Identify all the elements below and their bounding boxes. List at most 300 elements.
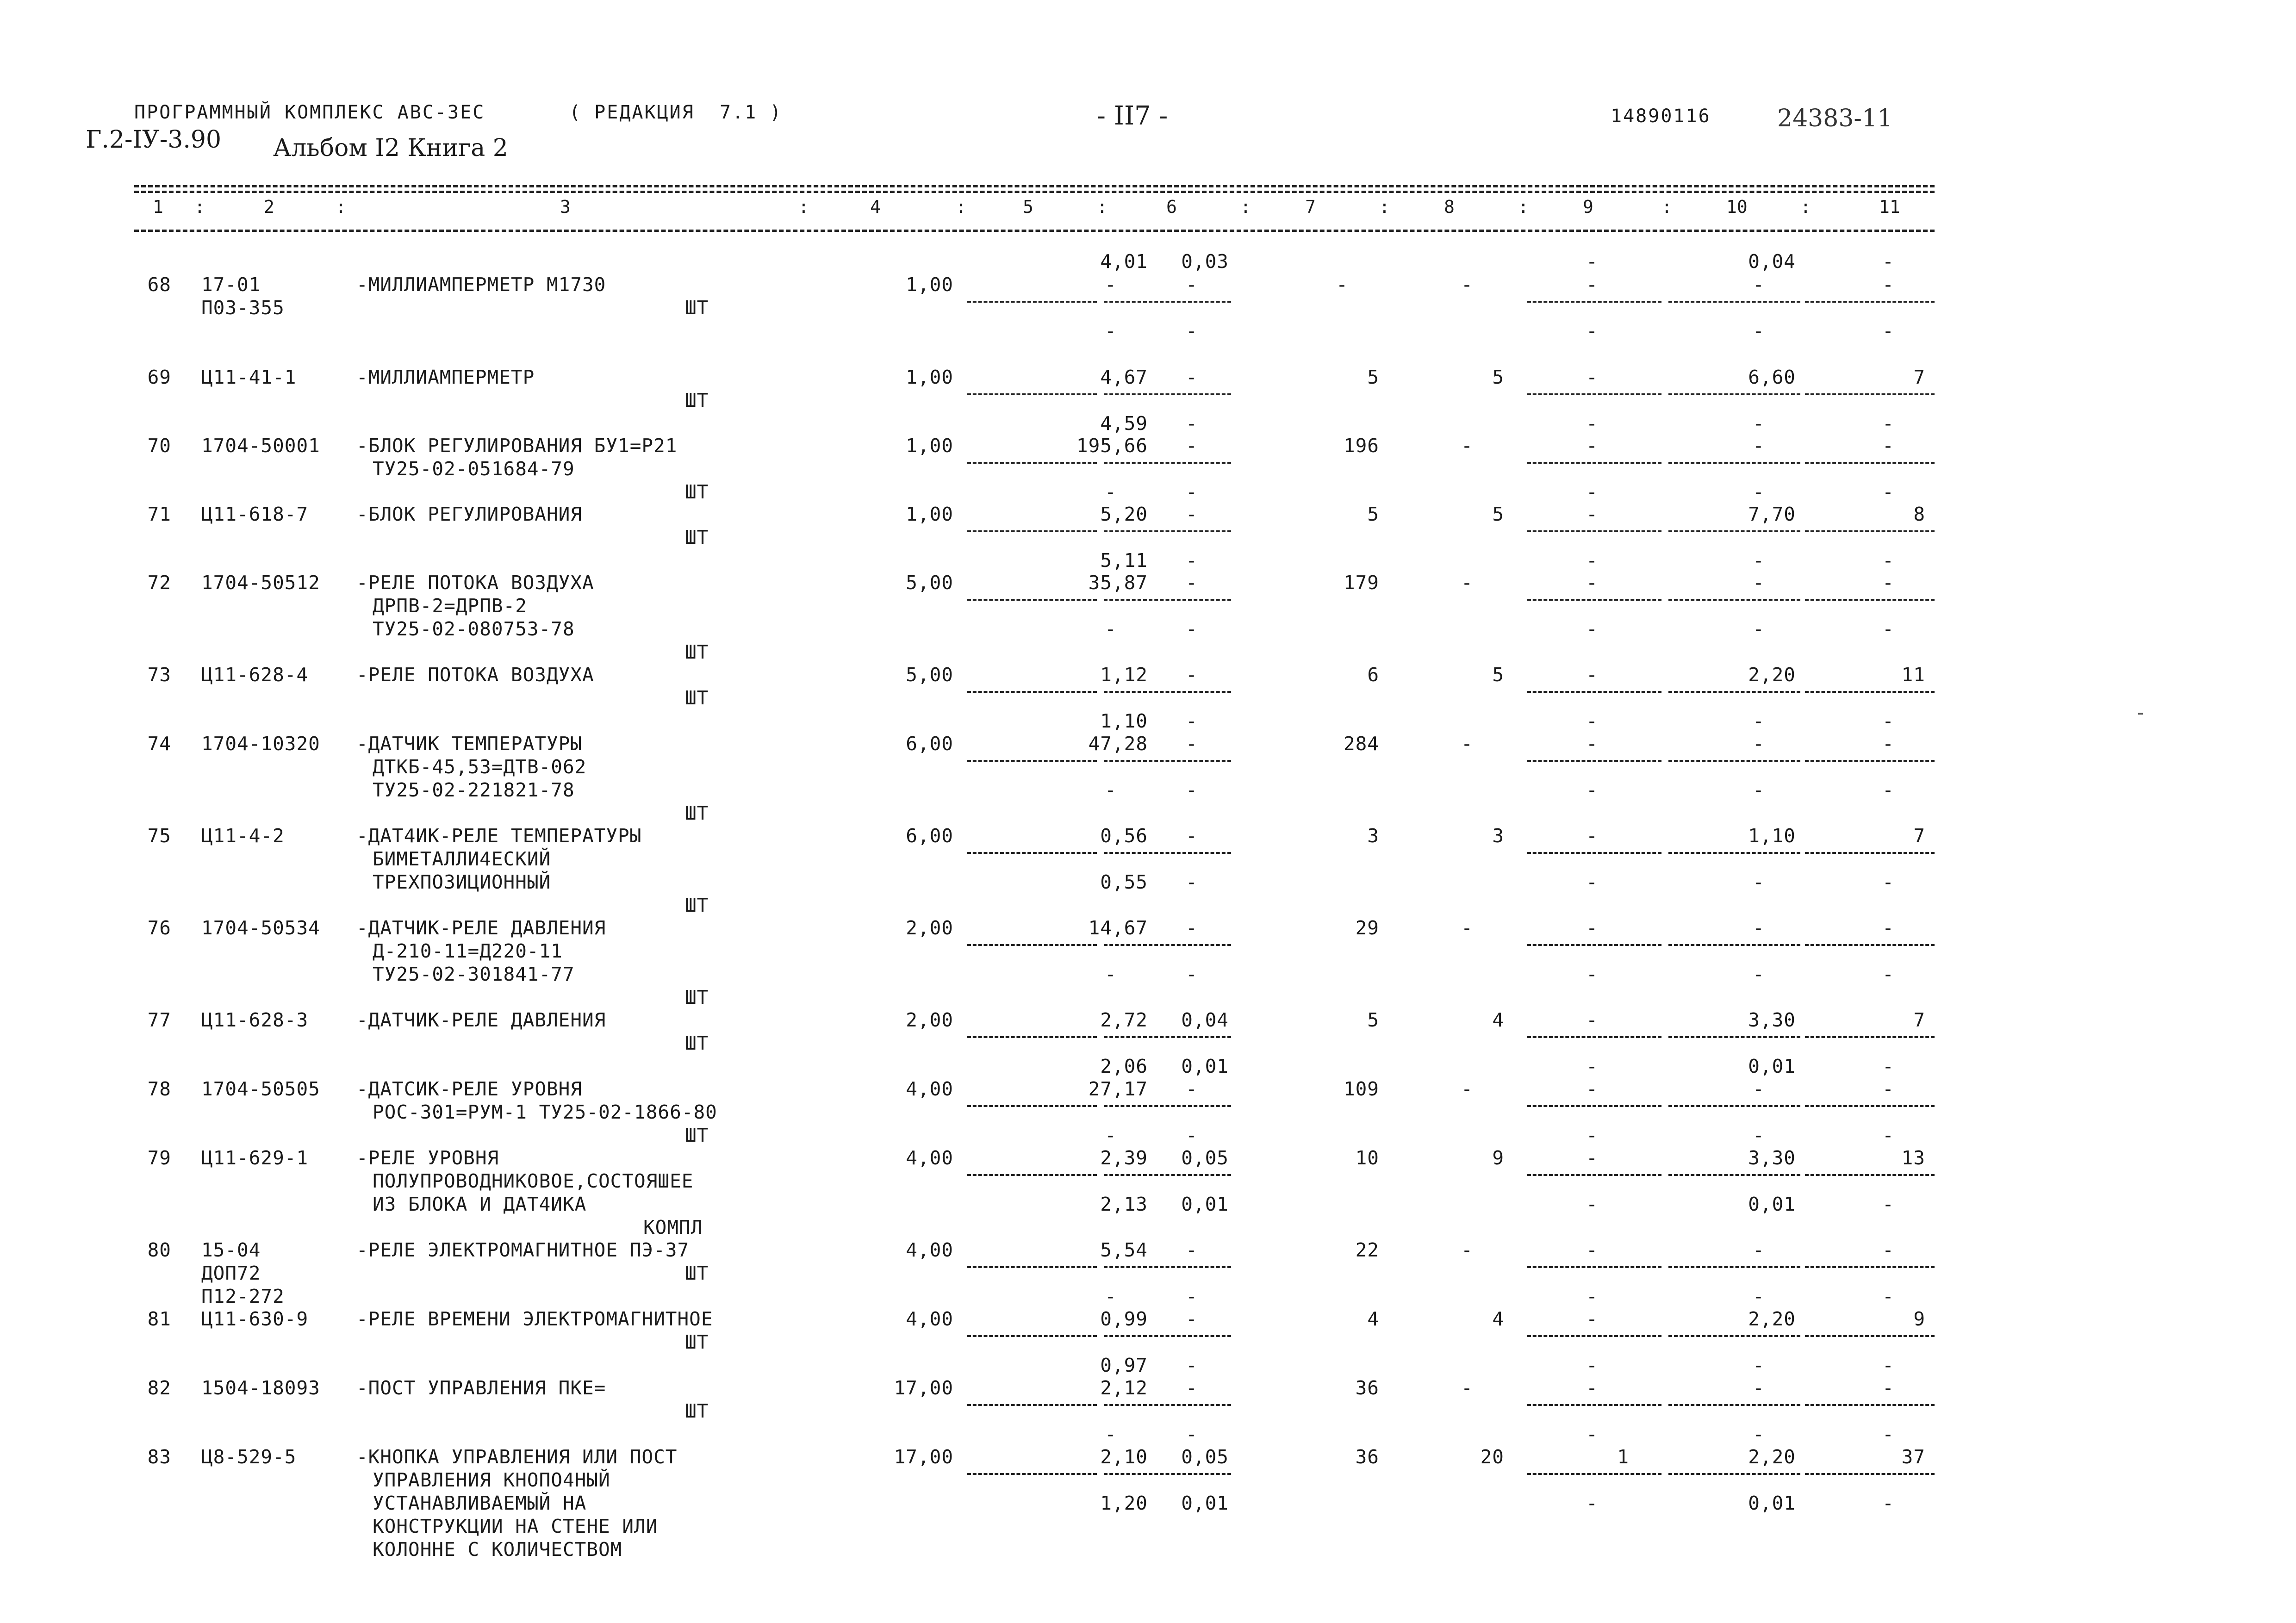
row-value-c9: - [1586,1147,1598,1169]
row-code: 1704-10320 [201,733,320,755]
cell-underline [1805,462,1935,464]
row-value-c5: - [1105,963,1117,985]
cell-underline [1668,1404,1800,1406]
row-value-c11: 11 [1901,664,1925,686]
row-value-c11: - [1882,1124,1894,1146]
cell-underline [967,852,1097,854]
row-value-c7: 179 [1343,572,1379,594]
cell-underline [1527,1335,1661,1337]
row-value-c11: - [1882,710,1894,732]
row-value-c6: - [1186,917,1198,939]
row-name: -РЕЛЕ ПОТОКА ВОЗДУХА [356,572,594,594]
row-value-c7: 5 [1367,503,1379,525]
row-value-c5: 195,66 [1076,435,1148,457]
row-value-c7: 6 [1367,664,1379,686]
row-quantity: 4,00 [906,1147,953,1169]
row-name: -ДАТ4ИК-РЕЛЕ ТЕМПЕРАТУРЫ [356,825,642,847]
row-value-c6: 0,01 [1181,1492,1229,1514]
row-value-c6: - [1186,710,1198,732]
row-name: -РЕЛЕ УРОВНЯ [356,1147,499,1169]
row-value-c10: 0,04 [1748,250,1796,273]
row-value-c8: 5 [1492,366,1504,388]
row-value-c5: 2,39 [1100,1147,1148,1169]
row-value-c10: - [1753,733,1765,755]
cell-underline [1805,530,1935,532]
row-value-c9: - [1586,963,1598,985]
cell-underline [1805,1266,1935,1268]
row-value-c10: 0,01 [1748,1492,1796,1514]
row-code: П03-355 [201,297,285,319]
cell-underline [1104,1404,1231,1406]
row-value-c9: - [1586,710,1598,732]
row-value-c6: - [1186,1239,1198,1261]
row-value-c5: - [1105,1423,1117,1445]
cell-underline [967,1174,1097,1176]
row-code: 1704-50505 [201,1078,320,1100]
row-value-c9: - [1586,733,1598,755]
cell-underline [1805,599,1935,601]
row-value-c8: - [1461,733,1473,755]
cell-underline [1668,1266,1800,1268]
row-value-c9: - [1586,779,1598,801]
stray-mark [2138,713,2143,715]
cell-underline [1805,760,1935,762]
row-value-c10: - [1753,1078,1765,1100]
row-code: 17-01 [201,274,261,296]
row-value-c6: 0,04 [1181,1009,1229,1031]
column-header-1: 1 [153,197,163,217]
row-value-c10: - [1753,710,1765,732]
cell-underline [1805,1036,1935,1038]
row-name: РОС-301=РУМ-1 ТУ25-02-1866-80 [373,1101,717,1123]
row-quantity: 6,00 [906,733,953,755]
row-code: Ц11-628-4 [201,664,309,686]
row-unit: ШТ [685,802,709,824]
row-value-c11: - [1882,481,1894,503]
row-value-c5: 1,12 [1100,664,1148,686]
row-name: -ПОСТ УПРАВЛЕНИЯ ПКЕ= [356,1377,606,1399]
row-value-c5: 0,56 [1100,825,1148,847]
row-value-c11: - [1882,1377,1894,1399]
row-value-c11: 8 [1913,503,1925,525]
row-value-c9: - [1586,435,1598,457]
row-value-c6: 0,05 [1181,1446,1229,1468]
row-name: ДТКБ-45,53=ДТВ-062 [373,756,587,778]
row-name: -БЛОК РЕГУЛИРОВАНИЯ БУ1=Р21 [356,435,678,457]
row-number: 76 [147,917,171,939]
row-value-c10: - [1753,1377,1765,1399]
row-value-c9: - [1586,1239,1598,1261]
row-code: 1704-50512 [201,572,320,594]
row-quantity: 6,00 [906,825,953,847]
row-value-c10: 3,30 [1748,1147,1796,1169]
row-value-c10: 2,20 [1748,1446,1796,1468]
cell-underline [1805,1473,1935,1475]
column-separator: : [1379,197,1390,217]
row-value-c6: - [1186,871,1198,893]
cell-underline [1527,1404,1661,1406]
row-value-c5: 2,72 [1100,1009,1148,1031]
row-unit: ШТ [685,1331,709,1353]
row-unit: ШТ [685,894,709,916]
row-value-c5: - [1105,1124,1117,1146]
cell-underline [967,301,1097,303]
row-value-c10: - [1753,572,1765,594]
column-separator: : [1097,197,1108,217]
row-value-c11: 13 [1901,1147,1925,1169]
row-value-c5: 4,01 [1100,250,1148,273]
row-name: ИЗ БЛОКА И ДАТ4ИКА [373,1193,587,1215]
row-value-c10: - [1753,1285,1765,1307]
row-value-c8: 5 [1492,503,1504,525]
row-value-c6: - [1186,618,1198,640]
row-value-c9: - [1586,549,1598,572]
row-value-c6: 0,01 [1181,1055,1229,1077]
cell-underline [967,599,1097,601]
header-rule-mid [134,191,1935,193]
column-header-9: 9 [1583,197,1593,217]
column-header-7: 7 [1305,197,1316,217]
row-unit: ШТ [685,986,709,1008]
row-value-c6: 0,05 [1181,1147,1229,1169]
row-name: КОНСТРУКЦИИ НА СТЕНЕ ИЛИ [373,1515,658,1537]
row-value-c9: 1 [1617,1446,1629,1468]
row-number: 81 [147,1308,171,1330]
cell-underline [1668,462,1800,464]
column-separator: : [798,197,809,217]
cell-underline [1527,393,1661,395]
cell-underline [1668,530,1800,532]
row-value-c7: 36 [1355,1446,1379,1468]
cell-underline [1805,852,1935,854]
row-value-c11: - [1882,1239,1894,1261]
column-separator: : [1518,197,1529,217]
row-value-c11: - [1882,733,1894,755]
row-value-c6: - [1186,963,1198,985]
row-value-c10: - [1753,871,1765,893]
row-value-c5: 35,87 [1088,572,1148,594]
row-code: ДОП72 [201,1262,261,1284]
cell-underline [967,944,1097,946]
row-value-c7: 22 [1355,1239,1379,1261]
row-value-c5: 2,12 [1100,1377,1148,1399]
row-name: ТРЕХПОЗИЦИОННЫЙ [373,871,551,893]
edition-label: ( РЕДАКЦИЯ 7.1 ) [569,102,783,123]
cell-underline [1805,1105,1935,1107]
row-number: 75 [147,825,171,847]
row-value-c11: - [1882,435,1894,457]
row-value-c9: - [1586,1193,1598,1215]
row-value-c9: - [1586,664,1598,686]
cell-underline [967,1404,1097,1406]
cell-underline [1668,1335,1800,1337]
cell-underline [1805,691,1935,693]
row-unit: ШТ [685,687,709,709]
row-value-c9: - [1586,274,1598,296]
row-value-c10: 7,70 [1748,503,1796,525]
cell-underline [1104,301,1231,303]
cell-underline [1805,1335,1935,1337]
row-value-c5: - [1105,779,1117,801]
row-number: 77 [147,1009,171,1031]
row-code: П12-272 [201,1285,285,1307]
row-name: ТУ25-02-080753-78 [373,618,575,640]
row-value-c8: 3 [1492,825,1504,847]
row-quantity: 5,00 [906,664,953,686]
row-value-c6: - [1186,779,1198,801]
cell-underline [1527,1036,1661,1038]
row-value-c9: - [1586,366,1598,388]
row-value-c10: 6,60 [1748,366,1796,388]
row-name: -РЕЛЕ ВРЕМЕНИ ЭЛЕКТРОМАГНИТНОЕ [356,1308,713,1330]
row-value-c10: - [1753,1124,1765,1146]
row-name: -ДАТЧИК-РЕЛЕ ДАВЛЕНИЯ [356,917,606,939]
row-code: Ц11-4-2 [201,825,285,847]
row-number: 78 [147,1078,171,1100]
row-quantity: 4,00 [906,1308,953,1330]
cell-underline [1104,393,1231,395]
row-code: 1704-50534 [201,917,320,939]
row-value-c11: - [1882,1055,1894,1077]
row-value-c5: 0,99 [1100,1308,1148,1330]
cell-underline [967,1473,1097,1475]
page-number: - II7 - [1097,101,1168,131]
row-number: 83 [147,1446,171,1468]
row-value-c11: 7 [1913,825,1925,847]
row-name: -ДАТЧИК-РЕЛЕ ДАВЛЕНИЯ [356,1009,606,1031]
row-value-c9: - [1586,1308,1598,1330]
row-value-c9: - [1586,618,1598,640]
cell-underline [1527,1266,1661,1268]
row-code: Ц8-529-5 [201,1446,297,1468]
row-name: ТУ25-02-051684-79 [373,458,575,480]
row-number: 68 [147,274,171,296]
cell-underline [1668,944,1800,946]
row-value-c9: - [1586,320,1598,342]
row-value-c6: - [1186,1308,1198,1330]
row-value-c9: - [1586,250,1598,273]
column-header-10: 10 [1726,197,1748,217]
row-quantity: 4,00 [906,1078,953,1100]
row-value-c8: - [1461,572,1473,594]
cell-underline [1527,691,1661,693]
row-name: ТУ25-02-301841-77 [373,963,575,985]
cell-underline [1104,1266,1231,1268]
row-value-c7: 109 [1343,1078,1379,1100]
cell-underline [1104,1335,1231,1337]
row-value-c8: - [1461,1377,1473,1399]
cell-underline [1805,1404,1935,1406]
row-name: -МИЛЛИАМПЕРМЕТР М1730 [356,274,606,296]
row-code: Ц11-628-3 [201,1009,309,1031]
cell-underline [1668,599,1800,601]
row-value-c5: 1,10 [1100,710,1148,732]
cell-underline [1527,599,1661,601]
row-unit: ШТ [685,1032,709,1054]
row-value-c9: - [1586,917,1598,939]
row-value-c11: - [1882,250,1894,273]
row-value-c11: - [1882,618,1894,640]
row-value-c5: 4,59 [1100,412,1148,435]
row-value-c5: 14,67 [1088,917,1148,939]
row-quantity: 17,00 [894,1446,953,1468]
row-code: 15-04 [201,1239,261,1261]
row-value-c6: - [1186,435,1198,457]
row-code: Ц11-618-7 [201,503,309,525]
row-value-c11: - [1882,963,1894,985]
row-value-c11: - [1882,1492,1894,1514]
cell-underline [967,1036,1097,1038]
row-value-c11: - [1882,1354,1894,1376]
row-value-c11: - [1882,1193,1894,1215]
row-code: Ц11-629-1 [201,1147,309,1169]
row-value-c11: - [1882,1078,1894,1100]
row-value-c7: 4 [1367,1308,1379,1330]
row-value-c11: 9 [1913,1308,1925,1330]
row-unit: КОМПЛ [643,1216,703,1238]
row-code: Ц11-630-9 [201,1308,309,1330]
cell-underline [1527,530,1661,532]
row-value-c10: 0,01 [1748,1055,1796,1077]
row-value-c5: - [1105,481,1117,503]
column-separator: : [194,197,205,217]
cell-underline [1527,852,1661,854]
row-value-c6: - [1186,366,1198,388]
row-value-c6: 0,01 [1181,1193,1229,1215]
cell-underline [1668,852,1800,854]
cell-underline [967,1266,1097,1268]
row-value-c11: 7 [1913,1009,1925,1031]
row-number: 79 [147,1147,171,1169]
row-value-c5: 4,67 [1100,366,1148,388]
cell-underline [1104,1473,1231,1475]
row-quantity: 1,00 [906,503,953,525]
cell-underline [1527,462,1661,464]
row-value-c5: 2,10 [1100,1446,1148,1468]
column-header-2: 2 [264,197,274,217]
row-value-c11: 37 [1901,1446,1925,1468]
row-name: ПОЛУПРОВОДНИКОВОЕ,СОСТОЯШЕЕ [373,1170,694,1192]
column-header-6: 6 [1166,197,1177,217]
row-value-c10: 1,10 [1748,825,1796,847]
column-header-5: 5 [1023,197,1033,217]
cell-underline [1104,944,1231,946]
row-value-c11: - [1882,572,1894,594]
cell-underline [1805,944,1935,946]
row-value-c8: - [1461,1078,1473,1100]
cell-underline [1805,393,1935,395]
cell-underline [1104,760,1231,762]
row-number: 80 [147,1239,171,1261]
row-value-c7: 284 [1343,733,1379,755]
row-name: -ДАТСИК-РЕЛЕ УРОВНЯ [356,1078,582,1100]
row-value-c10: 0,01 [1748,1193,1796,1215]
cell-underline [1805,1174,1935,1176]
row-value-c5: 0,55 [1100,871,1148,893]
column-header-11: 11 [1879,197,1900,217]
row-name: Д-210-11=Д220-11 [373,940,563,962]
row-number: 72 [147,572,171,594]
row-quantity: 4,00 [906,1239,953,1261]
row-unit: ШТ [685,481,709,503]
row-value-c10: - [1753,917,1765,939]
program-title: ПРОГРАММНЫЙ КОМПЛЕКС АВС-3ЕС [134,102,485,123]
column-separator: : [1800,197,1811,217]
row-value-c6: - [1186,1423,1198,1445]
row-unit: ШТ [685,1262,709,1284]
cell-underline [967,530,1097,532]
row-value-c9: - [1586,1124,1598,1146]
row-quantity: 17,00 [894,1377,953,1399]
row-value-c9: - [1586,825,1598,847]
row-code: 1704-50001 [201,435,320,457]
cell-underline [967,691,1097,693]
cell-underline [967,1105,1097,1107]
cell-underline [1668,1105,1800,1107]
handwritten-code: 24383-11 [1777,105,1893,132]
row-value-c5: - [1105,618,1117,640]
row-name: КОЛОННЕ С КОЛИЧЕСТВОМ [373,1538,622,1561]
row-value-c5: 0,97 [1100,1354,1148,1376]
row-value-c9: - [1586,1354,1598,1376]
cell-underline [967,760,1097,762]
row-value-c6: - [1186,481,1198,503]
row-value-c8: 4 [1492,1009,1504,1031]
cell-underline [1668,1473,1800,1475]
header-rule-bottom [134,230,1935,232]
cell-underline [1668,691,1800,693]
row-value-c7: 29 [1355,917,1379,939]
row-unit: ШТ [685,389,709,411]
row-value-c9: - [1586,1055,1598,1077]
row-value-c6: - [1186,1124,1198,1146]
row-unit: ШТ [685,1124,709,1146]
row-value-c6: 0,03 [1181,250,1229,273]
cell-underline [1104,1036,1231,1038]
row-unit: ШТ [685,526,709,548]
row-value-c10: - [1753,481,1765,503]
series-label: Г.2-IУ-3.90 [86,126,222,154]
row-number: 74 [147,733,171,755]
cell-underline [1104,462,1231,464]
cell-underline [1668,1036,1800,1038]
row-value-c6: - [1186,320,1198,342]
row-quantity: 2,00 [906,1009,953,1031]
row-value-c5: 47,28 [1088,733,1148,755]
row-value-c5: - [1105,274,1117,296]
row-value-c10: 2,20 [1748,1308,1796,1330]
row-value-c6: - [1186,1354,1198,1376]
row-value-c8: - [1461,274,1473,296]
row-value-c9: - [1586,503,1598,525]
row-number: 70 [147,435,171,457]
row-value-c11: - [1882,779,1894,801]
row-value-c11: - [1882,320,1894,342]
row-value-c9: - [1586,1377,1598,1399]
row-value-c6: - [1186,1078,1198,1100]
row-value-c6: - [1186,825,1198,847]
row-value-c10: - [1753,618,1765,640]
row-number: 69 [147,366,171,388]
row-unit: ШТ [685,1400,709,1422]
row-name: -БЛОК РЕГУЛИРОВАНИЯ [356,503,582,525]
cell-underline [1668,301,1800,303]
row-value-c6: - [1186,733,1198,755]
row-value-c8: - [1461,435,1473,457]
row-value-c5: - [1105,1285,1117,1307]
cell-underline [1104,852,1231,854]
row-value-c8: 20 [1480,1446,1504,1468]
